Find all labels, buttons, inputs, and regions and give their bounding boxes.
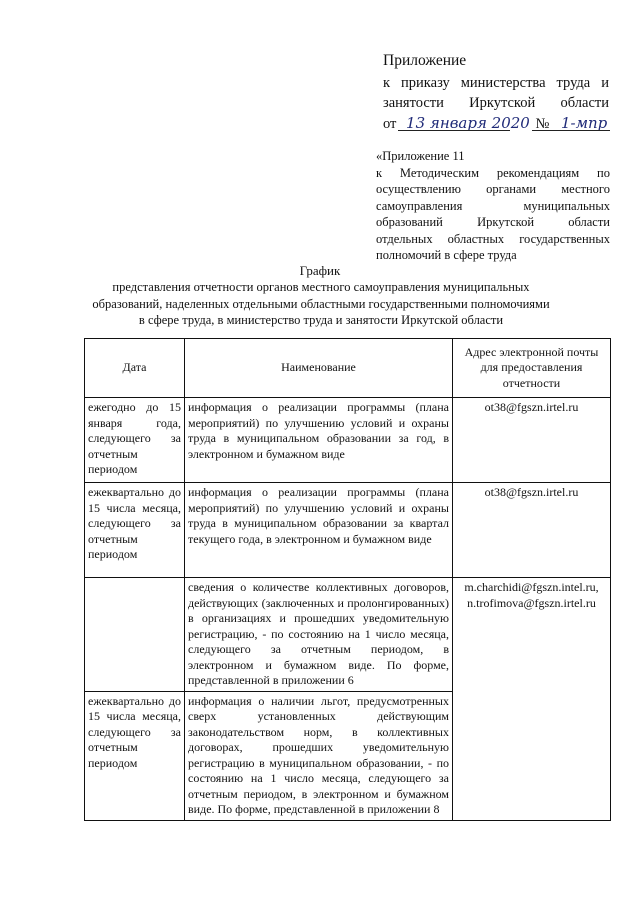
- appendix-11-line: отдельных областных государственных: [376, 231, 610, 246]
- table-header-row: [85, 339, 611, 398]
- appendix-11-line: к Методическим рекомендациям по: [376, 165, 610, 180]
- number-sign: №: [535, 116, 550, 132]
- row-name-a: сведения о количестве коллективных договоров, действующих (заключенных и пролонгированных) в организациях и прошедших уведомительную регистрацию, - по состоянию на 1 число месяца, следующего за отчетным периодом, в электронном и бумажном виде. По форме, представленной в приложении 6: [185, 578, 453, 692]
- appendix-11-line: самоуправления муниципальных: [376, 198, 610, 213]
- appendix-11-line: «Приложение 11: [376, 149, 465, 163]
- row-date: ежегодно до 15 января года, следующего за отчетным периодом: [85, 398, 185, 483]
- table-row: [85, 398, 611, 483]
- row-name: информация о реализации программы (плана мероприятий) по улучшению условий и охраны труда в муниципальном образовании за квартал текущего года, в электронном и бумажном виде: [185, 483, 453, 578]
- row-date: ежеквартально до 15 числа месяца, следующего за отчетным периодом: [85, 691, 185, 820]
- appendix-11-block: [376, 148, 610, 264]
- row-name: информация о реализации программы (плана мероприятий) по улучшению условий и охраны труда в муниципальном образовании за год, в электронном и бумажном виде: [185, 398, 453, 483]
- appendix-order-line: к приказу министерства труда и: [383, 75, 609, 91]
- row-email: ot38@fgszn.irtel.ru: [453, 398, 611, 483]
- appendix-11-line: осуществлению органами местного: [376, 182, 610, 196]
- row-email: m.charchidi@fgszn.intel.ru, n.trofimova@fgszn.irtel.ru: [453, 578, 611, 821]
- header-date: Дата: [85, 339, 185, 398]
- row-date: ежеквартально до 15 числа месяца, следующего за отчетным периодом: [85, 483, 185, 578]
- number-underline: [532, 130, 610, 131]
- table-row: [85, 483, 611, 578]
- appendix-title: Приложение: [383, 52, 467, 69]
- row-name-b: информация о наличии льгот, предусмотренных сверх установленных действующим законодательством норм, в коллективных договорах, прошедших уведомительную регистрацию в муниципальном образовании, - по состоянию на 1 число месяца, следующего за отчетным периодом, в электронном и бумажном виде. По форме, представленной в приложении 8: [185, 691, 453, 820]
- appendix-11-line: полномочий в сфере труда: [376, 248, 517, 262]
- row-email: ot38@fgszn.irtel.ru: [453, 483, 611, 578]
- date-prefix: от: [383, 116, 397, 132]
- schedule-title: График: [299, 263, 341, 278]
- handwritten-date: 13 января 2020: [406, 114, 530, 132]
- table-row: [85, 578, 611, 692]
- header-email: Адрес электронной почты для предоставления отчетности: [453, 339, 611, 398]
- schedule-subtitle: представления отчетности органов местного самоуправления муниципальных образований, наделенных отдельными областными государственными полномочиями в сфере труда, в министерство труда и занятости Иркутской области: [92, 280, 550, 327]
- appendix-ministry-line: занятости Иркутской области: [383, 95, 609, 111]
- header-name: Наименование: [185, 339, 453, 398]
- row-date-empty: [85, 578, 185, 692]
- handwritten-number: 1-мпр: [560, 114, 608, 132]
- date-underline: [398, 130, 510, 131]
- schedule-table: [84, 338, 611, 821]
- appendix-11-line: образований Иркутской области: [376, 215, 610, 229]
